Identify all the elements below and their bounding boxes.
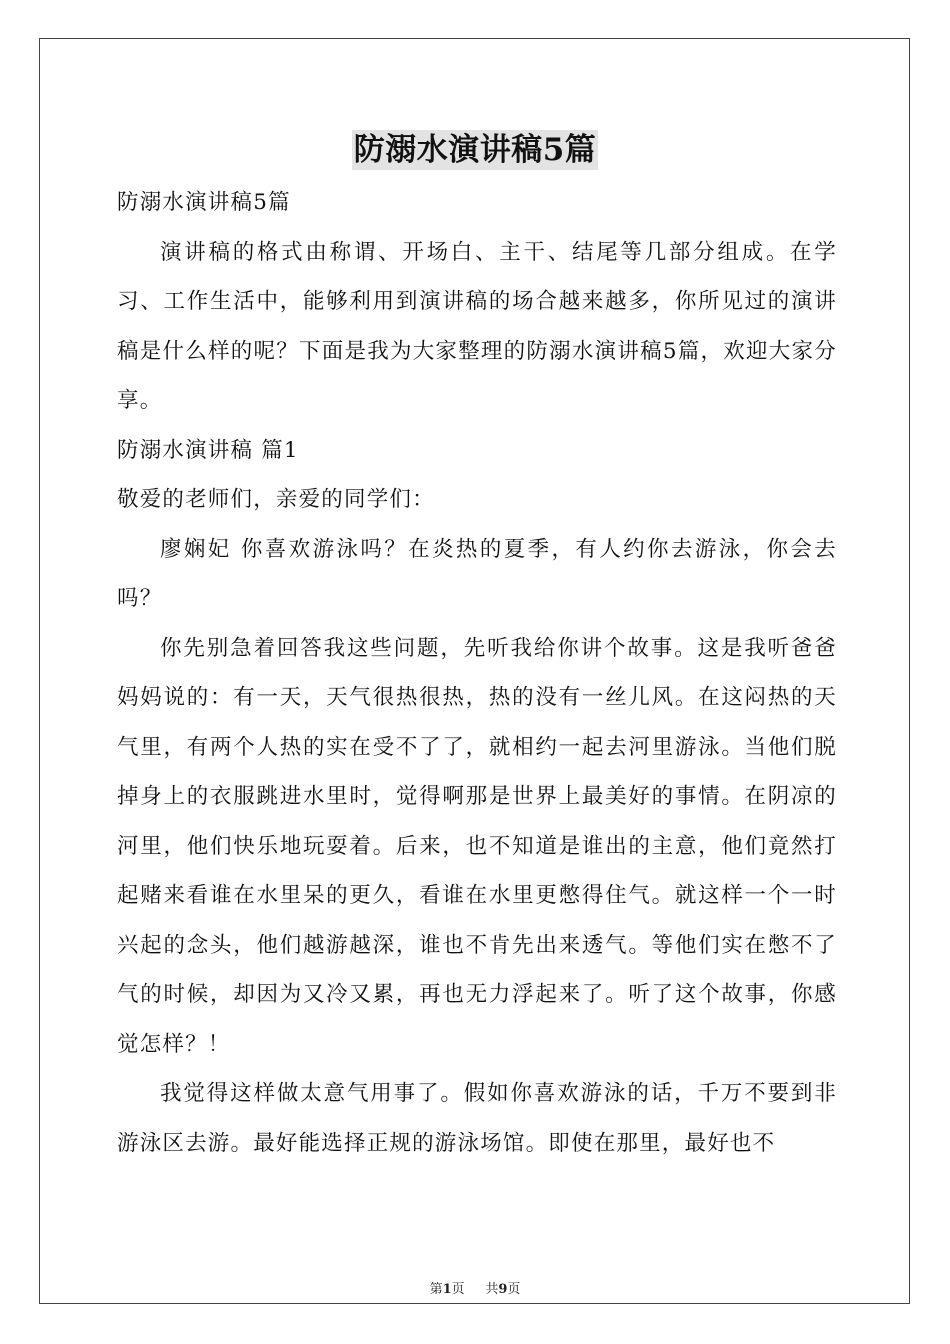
paragraph-salutation: 敬爱的老师们，亲爱的同学们： — [117, 487, 435, 512]
paragraph-intro: 演讲稿的格式由称谓、开场白、主干、结尾等几部分组成。在学习、工作生活中，能够利用到演讲稿的场合越来越多，你所见过的演讲稿是什么样的呢？下面是我为大家整理的防溺水演讲稿5篇，欢迎大家分享。 — [117, 239, 837, 413]
paragraph-story: 你先别急着回答我这些问题，先听我给你讲个故事。这是我听爸爸妈妈说的：有一天，天气很热很热，热的没有一丝儿风。在这闷热的天气里，有两个人热的实在受不了了，就相约一起去河里游泳。当他们脱掉身上的衣服跳进水里时，觉得啊那是世界上最美好的事情。在阴凉的河里，他们快乐地玩耍着。后来，也不知道是谁出的主意，他们竟然打起赌来看谁在水里呆的更久，看谁在水里更憋得住气。就这样一个一时兴起的念头，他们越游越深，谁也不肯先出来透气。等他们实在憋不了气的时候，却因为又冷又累，再也无力浮起来了。听了这个故事，你感觉怎样？！ — [117, 635, 837, 1057]
document-title: 防溺水演讲稿5篇 — [353, 132, 597, 168]
section-heading: 防溺水演讲稿 篇1 — [117, 437, 299, 463]
paragraph-advice: 我觉得这样做太意气用事了。假如你喜欢游泳的话，千万不要到非游泳区去游。最好能选择正规的游泳场馆。即使在那里，最好也不 — [117, 1081, 837, 1156]
page-number: 1 — [442, 1282, 452, 1297]
paragraph-question: 廖娴妃 你喜欢游泳吗？在炎热的夏季，有人约你去游泳，你会去吗？ — [117, 536, 837, 611]
page-footer — [0, 1278, 950, 1297]
total-number: 9 — [498, 1282, 508, 1297]
title-container — [0, 130, 950, 170]
page-prefix: 第 — [429, 1282, 443, 1297]
total-prefix: 共 — [485, 1282, 499, 1297]
document-body — [117, 178, 837, 1168]
total-suffix: 页 — [507, 1282, 521, 1297]
paragraph-subtitle: 防溺水演讲稿5篇 — [117, 190, 291, 215]
page-suffix: 页 — [451, 1282, 465, 1297]
total-pages-label — [485, 1282, 520, 1297]
page-number-label — [430, 1282, 465, 1297]
